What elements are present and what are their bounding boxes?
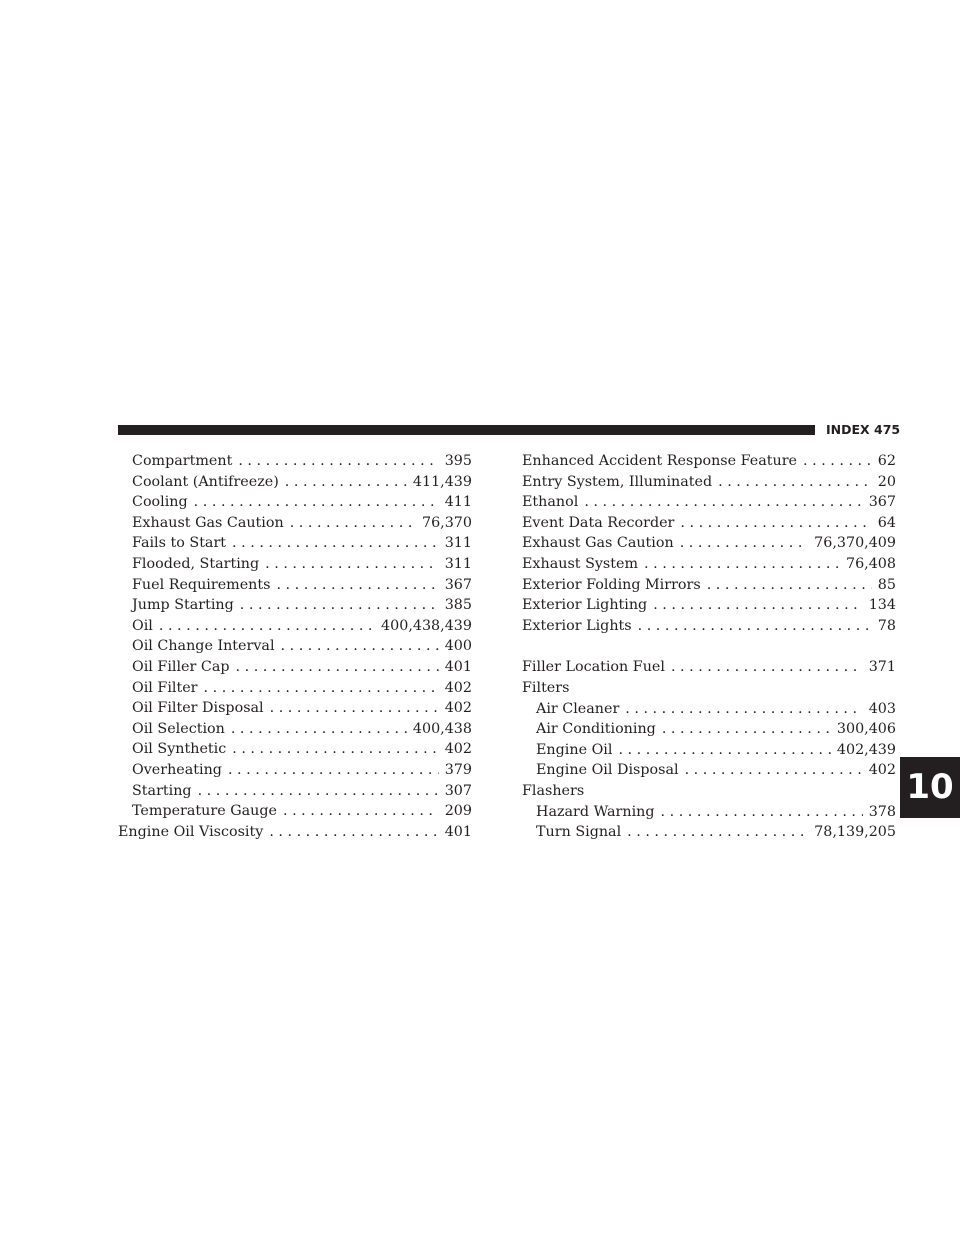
index-term: Entry System, Illuminated xyxy=(522,473,713,490)
index-entry xyxy=(118,657,472,678)
index-entry xyxy=(118,533,472,554)
dot-leader xyxy=(707,575,872,596)
index-page-numbers: 411,439 xyxy=(412,473,472,490)
index-entry xyxy=(118,760,472,781)
dot-leader xyxy=(718,472,872,493)
index-entry xyxy=(522,760,896,781)
index-entry xyxy=(522,822,896,843)
index-page-numbers: 78,139,205 xyxy=(814,824,896,841)
index-page-numbers: 402 xyxy=(444,700,472,717)
index-page-numbers: 311 xyxy=(444,555,472,572)
index-entry xyxy=(522,451,896,472)
dot-leader xyxy=(204,678,439,699)
dot-leader xyxy=(238,451,438,472)
index-entry xyxy=(118,801,472,822)
dot-leader xyxy=(270,698,439,719)
dot-leader xyxy=(269,822,438,843)
index-entry xyxy=(522,575,896,596)
index-term: Fuel Requirements xyxy=(132,576,271,593)
dot-leader xyxy=(644,554,840,575)
page-header-label: INDEX 475 xyxy=(826,422,901,437)
index-term: Compartment xyxy=(132,453,233,469)
index-term: Air Cleaner xyxy=(536,700,620,717)
dot-leader xyxy=(228,760,439,781)
index-page-numbers: 76,370 xyxy=(421,514,472,531)
index-page-numbers: 402,439 xyxy=(836,741,896,758)
index-page-numbers: 367 xyxy=(868,494,896,511)
index-term: Exhaust Gas Caution xyxy=(522,535,674,552)
index-page-numbers: 402 xyxy=(868,762,896,779)
index-term: Exterior Lighting xyxy=(522,597,648,614)
index-page-numbers: 401 xyxy=(444,823,472,840)
index-term: Cooling xyxy=(132,494,188,511)
dot-leader xyxy=(584,492,862,513)
index-term: Coolant (Antifreeze) xyxy=(132,473,279,490)
index-page-numbers: 403 xyxy=(868,700,896,717)
dot-leader xyxy=(276,575,438,596)
index-page-numbers: 85 xyxy=(877,576,896,593)
index-page-numbers: 311 xyxy=(444,535,472,552)
dot-leader xyxy=(283,801,439,822)
index-page-numbers: 402 xyxy=(444,679,472,696)
index-entry xyxy=(522,678,896,699)
index-entry xyxy=(522,616,896,637)
index-page-numbers: 385 xyxy=(444,597,472,614)
index-column-right xyxy=(522,451,896,843)
index-term: Oil Change Interval xyxy=(132,638,275,655)
index-entry xyxy=(522,740,896,761)
index-term: Exterior Folding Mirrors xyxy=(522,576,701,593)
dot-leader xyxy=(232,533,439,554)
dot-leader xyxy=(680,513,871,534)
chapter-tab: 10 xyxy=(900,757,960,818)
index-term: Temperature Gauge xyxy=(132,803,277,820)
header-rule xyxy=(118,425,815,435)
dot-leader xyxy=(627,822,808,843)
dot-leader xyxy=(281,636,439,657)
index-page-numbers: 400,438 xyxy=(412,720,472,737)
index-term: Engine Oil Viscosity xyxy=(118,823,264,840)
index-term: Starting xyxy=(132,782,192,799)
dot-leader xyxy=(625,699,862,720)
index-term: Fails to Start xyxy=(132,535,227,552)
index-entry xyxy=(522,802,896,823)
dot-leader xyxy=(231,719,407,740)
index-term: Exterior Lights xyxy=(522,617,632,634)
index-term: Flooded, Starting xyxy=(132,555,260,572)
dot-leader xyxy=(290,513,416,534)
index-column-left xyxy=(118,451,472,842)
index-entry xyxy=(118,492,472,513)
dot-leader xyxy=(685,760,863,781)
index-term: Flashers xyxy=(522,782,585,799)
dot-leader xyxy=(232,739,438,760)
index-term: Exhaust System xyxy=(522,555,639,572)
dot-leader xyxy=(661,802,863,823)
index-term: Turn Signal xyxy=(536,824,622,841)
index-term: Jump Starting xyxy=(132,597,234,614)
index-page-numbers: 209 xyxy=(444,803,472,820)
index-term: Exhaust Gas Caution xyxy=(132,514,284,531)
index-entry xyxy=(118,616,472,637)
index-term: Oil Filter Disposal xyxy=(132,700,264,717)
index-entry xyxy=(522,595,896,616)
index-term: Air Conditioning xyxy=(536,721,656,738)
index-entry xyxy=(522,657,896,678)
index-term: Oil Selection xyxy=(132,720,225,737)
dot-leader xyxy=(240,595,439,616)
index-page-numbers: 371 xyxy=(868,659,896,676)
index-page-numbers: 134 xyxy=(868,597,896,614)
dot-leader xyxy=(194,492,439,513)
index-entry xyxy=(522,554,896,575)
index-page-numbers: 379 xyxy=(444,761,472,778)
index-entry xyxy=(522,513,896,534)
index-term: Filler Location Fuel xyxy=(522,659,665,676)
index-term: Overheating xyxy=(132,761,222,778)
index-entry xyxy=(118,636,472,657)
index-entry xyxy=(118,554,472,575)
index-term: Oil Synthetic xyxy=(132,741,227,758)
dot-leader xyxy=(803,451,872,472)
dot-leader xyxy=(671,657,863,678)
index-page-numbers: 367 xyxy=(444,576,472,593)
index-term: Filters xyxy=(522,679,570,696)
index-entry xyxy=(522,492,896,513)
index-entry xyxy=(118,472,472,493)
index-term: Oil Filler Cap xyxy=(132,658,230,675)
index-term: Enhanced Accident Response Feature xyxy=(522,453,798,469)
index-entry xyxy=(118,575,472,596)
dot-leader xyxy=(618,740,830,761)
index-entry xyxy=(118,698,472,719)
index-page-numbers: 76,408 xyxy=(845,555,896,572)
index-page-numbers: 64 xyxy=(877,514,896,531)
index-term: Engine Oil xyxy=(536,741,613,758)
index-term: Oil Filter xyxy=(132,679,198,696)
index-entry xyxy=(522,472,896,493)
dot-leader xyxy=(638,616,872,637)
index-entry xyxy=(118,451,472,472)
index-entry xyxy=(118,595,472,616)
dot-leader xyxy=(680,533,808,554)
index-page-numbers: 411 xyxy=(444,494,472,511)
index-entry xyxy=(118,719,472,740)
dot-leader xyxy=(662,719,831,740)
index-term: Event Data Recorder xyxy=(522,514,675,531)
index-term: Oil xyxy=(132,617,153,634)
index-entry xyxy=(118,822,472,843)
index-term: Engine Oil Disposal xyxy=(536,762,679,779)
index-entry xyxy=(118,678,472,699)
dot-leader xyxy=(236,657,439,678)
index-page-numbers: 307 xyxy=(444,782,472,799)
dot-leader xyxy=(198,781,439,802)
index-term: Hazard Warning xyxy=(536,803,655,820)
index-page-numbers: 395 xyxy=(444,453,472,469)
index-entry xyxy=(118,781,472,802)
index-page-numbers: 402 xyxy=(444,741,472,758)
index-entry xyxy=(522,533,896,554)
index-page-numbers: 378 xyxy=(868,803,896,820)
index-page-numbers: 20 xyxy=(877,473,896,490)
dot-leader xyxy=(285,472,407,493)
index-page-numbers: 62 xyxy=(877,453,896,469)
dot-leader xyxy=(159,616,375,637)
index-page-numbers: 400 xyxy=(444,638,472,655)
index-page-numbers: 300,406 xyxy=(836,721,896,738)
index-page-numbers: 78 xyxy=(877,617,896,634)
dot-leader xyxy=(265,554,439,575)
index-entry xyxy=(118,513,472,534)
index-entry xyxy=(118,739,472,760)
index-page-numbers: 401 xyxy=(444,658,472,675)
index-entry xyxy=(522,781,896,802)
index-entry xyxy=(522,719,896,740)
index-entry xyxy=(522,699,896,720)
index-page-numbers: 76,370,409 xyxy=(814,535,896,552)
index-gap xyxy=(522,636,896,657)
index-page-numbers: 400,438,439 xyxy=(381,617,472,634)
index-term: Ethanol xyxy=(522,494,579,511)
dot-leader xyxy=(653,595,863,616)
